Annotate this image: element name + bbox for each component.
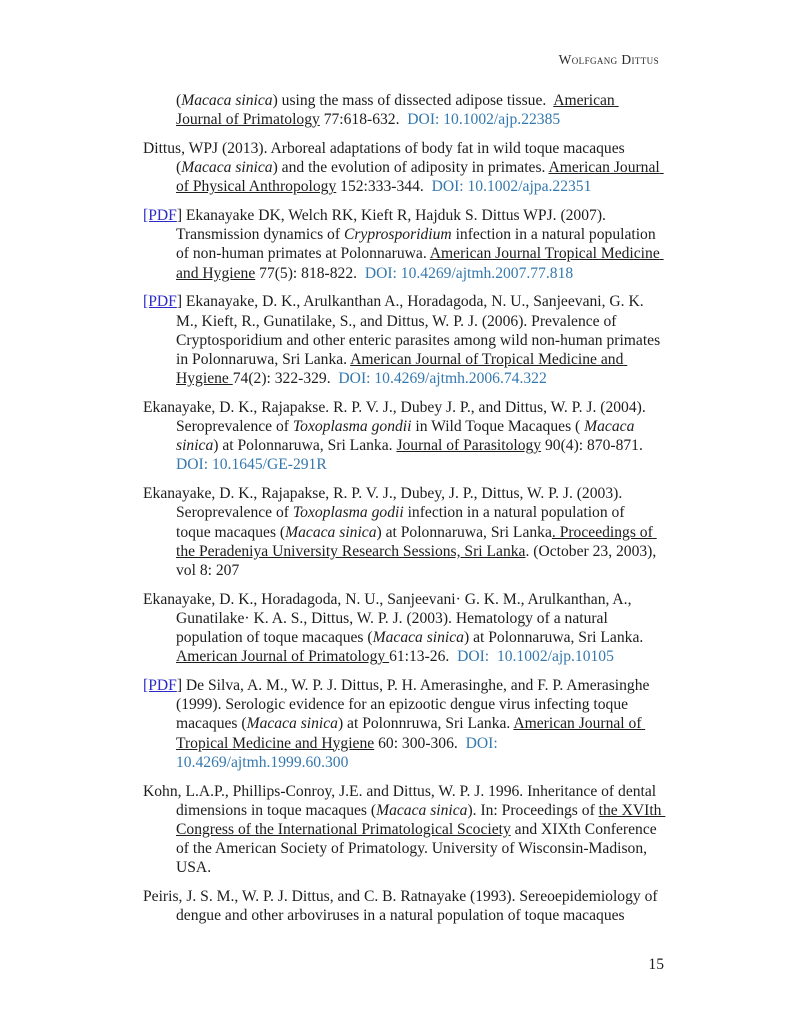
reference-text: . (October 23, 2003), vol 8: 207	[176, 542, 661, 579]
reference-entry	[143, 484, 663, 580]
reference-entry	[143, 292, 663, 388]
reference-text: in Wild Toque Macaques (	[411, 418, 585, 436]
reference-text: ] Ekanayake DK, Welch RK, Kieft R, Hajduk S. Dittus WPJ. (2007). Transmission dynamics of	[176, 207, 610, 244]
doi-link[interactable]: DOI: 10.1002/ajp.10105	[457, 648, 614, 666]
journal-title-underlined: American Journal of Primatology	[176, 92, 619, 129]
reference-text: (	[176, 92, 182, 109]
journal-title-underlined: American Journal of Primatology	[176, 648, 390, 666]
reference-text: ). In: Proceedings of	[467, 801, 599, 819]
species-name-italic: Macaca sinica	[372, 629, 464, 647]
reference-text: ) and the evolution of adiposity in primates.	[272, 159, 549, 177]
species-name-italic: Macaca sinica	[285, 523, 377, 541]
pdf-link[interactable]: [PDF	[143, 207, 177, 225]
reference-entry	[143, 398, 663, 475]
journal-title-underlined: Journal of Parasitology	[396, 437, 542, 455]
reference-entry	[143, 590, 663, 667]
page-number: 15	[648, 956, 664, 973]
reference-text: infection in a natural population of non-human primates at Polonnaruwa.	[176, 226, 660, 263]
species-name-italic: Macaca sinica	[376, 801, 468, 819]
reference-text: ) at Polonnaruwa, Sri Lanka	[376, 523, 552, 541]
running-header-author-name: Wolfgang Dittus	[558, 52, 659, 67]
species-name-italic: Toxoplasma gondii	[292, 418, 412, 436]
journal-title-underlined: American Journal Tropical Medicine and Hygiene	[176, 245, 664, 282]
reference-text: 77(5): 818-822.	[255, 264, 365, 282]
journal-title-underlined: American Journal of Physical Anthropology	[176, 159, 664, 196]
reference-text: ) at Polonnruwa, Sri Lanka.	[337, 715, 514, 733]
doi-link[interactable]: DOI: 10.4269/ajtmh.1999.60.300	[176, 734, 502, 771]
reference-entry	[143, 206, 663, 283]
pdf-link[interactable]: [PDF	[143, 676, 177, 694]
references-list	[143, 91, 666, 935]
reference-text: Ekanayake, D. K., Rajapakse. R. P. V. J., Dubey J. P., and Dittus, W. P. J. (2004). Seroprevalence of	[143, 398, 650, 436]
reference-text: ) at Polonnaruwa, Sri Lanka.	[463, 629, 647, 647]
journal-title-underlined: American Journal of Tropical Medicine and Hygiene	[176, 350, 628, 388]
reference-text: 77:618-632.	[319, 111, 408, 129]
species-name-italic: Toxoplasma godii	[292, 504, 404, 522]
reference-text: Ekanayake, D. K., Horadagoda, N. U., Sanjeevani· G. K. M., Arulkanthan, A., Gunatilake· K. A. S., Dittus, W. P. J. (2003). Hematology of a natural population of toque macaques (	[143, 590, 636, 647]
reference-text: Kohn, L.A.P., Phillips-Conroy, J.E. and Dittus, W. P. J. 1996. Inheritance of dental dimensions in toque macaques (	[143, 782, 661, 819]
reference-text: 90(4): 870-871.	[541, 437, 647, 455]
reference-text: 152:333-344.	[336, 178, 432, 196]
reference-entry	[143, 139, 663, 197]
reference-entry	[143, 676, 663, 772]
species-name-italic: Cryprosporidium	[343, 226, 452, 244]
reference-text: 74(2): 322-329.	[232, 370, 339, 388]
reference-text: ] De Silva, A. M., W. P. J. Dittus, P. H. Amerasinghe, and F. P. Amerasinghe (1999). Serologic evidence for an epizootic dengue virus infecting toque macaques (	[176, 676, 654, 733]
reference-text: ) using the mass of dissected adipose tissue.	[272, 92, 554, 109]
doi-link[interactable]: DOI: 10.1002/ajp.22385	[407, 111, 561, 129]
doi-link[interactable]: DOI: 10.1002/ajpa.22351	[431, 178, 592, 196]
species-name-italic: Macaca sinica	[176, 418, 639, 455]
reference-text: Dittus, WPJ (2013). Arboreal adaptations of body fat in wild toque macaques (	[143, 139, 629, 177]
reference-text: 61:13-26.	[389, 648, 458, 666]
journal-title-underlined: the XVIth Congress of the International Primatological Scociety	[176, 801, 666, 838]
reference-text: Peiris, J. S. M., W. P. J. Dittus, and C. B. Ratnayake (1993). Sereoepidemiology of dengue and other arboviruses in a natural population of toque macaques	[143, 888, 662, 925]
reference-text: ) at Polonnaruwa, Sri Lanka.	[213, 437, 397, 455]
doi-link[interactable]: DOI: 10.4269/ajtmh.2007.77.818	[364, 264, 574, 282]
species-name-italic: Macaca sinica	[246, 715, 338, 733]
reference-text: infection in a natural population of toque macaques (	[176, 504, 629, 541]
reference-text: 60: 300-306.	[374, 734, 466, 752]
reference-entry	[143, 887, 663, 925]
reference-text: Ekanayake, D. K., Rajapakse, R. P. V. J., Dubey, J. P., Dittus, W. P. J. (2003). Seroprevalence of	[143, 485, 627, 522]
reference-text: and XIXth Conference of the American Society of Primatology. University of Wisconsin-Madison, USA.	[176, 820, 661, 877]
reference-entry	[143, 782, 666, 878]
species-name-italic: Macaca sinica	[181, 159, 273, 177]
reference-text: ] Ekanayake, D. K., Arulkanthan A., Horadagoda, N. U., Sanjeevani, G. K. M., Kieft, R., Gunatilake, S., and Dittus, W. P. J. (2006). Prevalence of Cryptosporidium and other enteric parasites among wild non-human primates in Polonnaruwa, Sri Lanka.	[176, 293, 665, 368]
reference-entry	[143, 91, 663, 129]
species-name-italic: Macaca sinica	[181, 92, 273, 109]
doi-link[interactable]: DOI: 10.1645/GE-291R	[176, 456, 327, 474]
journal-title-underlined: . Proceedings of the Peradeniya University Research Sessions, Sri Lanka	[176, 523, 657, 560]
doi-link[interactable]: DOI: 10.4269/ajtmh.2006.74.322	[338, 370, 547, 388]
pdf-link[interactable]: [PDF	[143, 293, 177, 311]
journal-title-underlined: American Journal of Tropical Medicine and Hygiene	[176, 715, 646, 752]
